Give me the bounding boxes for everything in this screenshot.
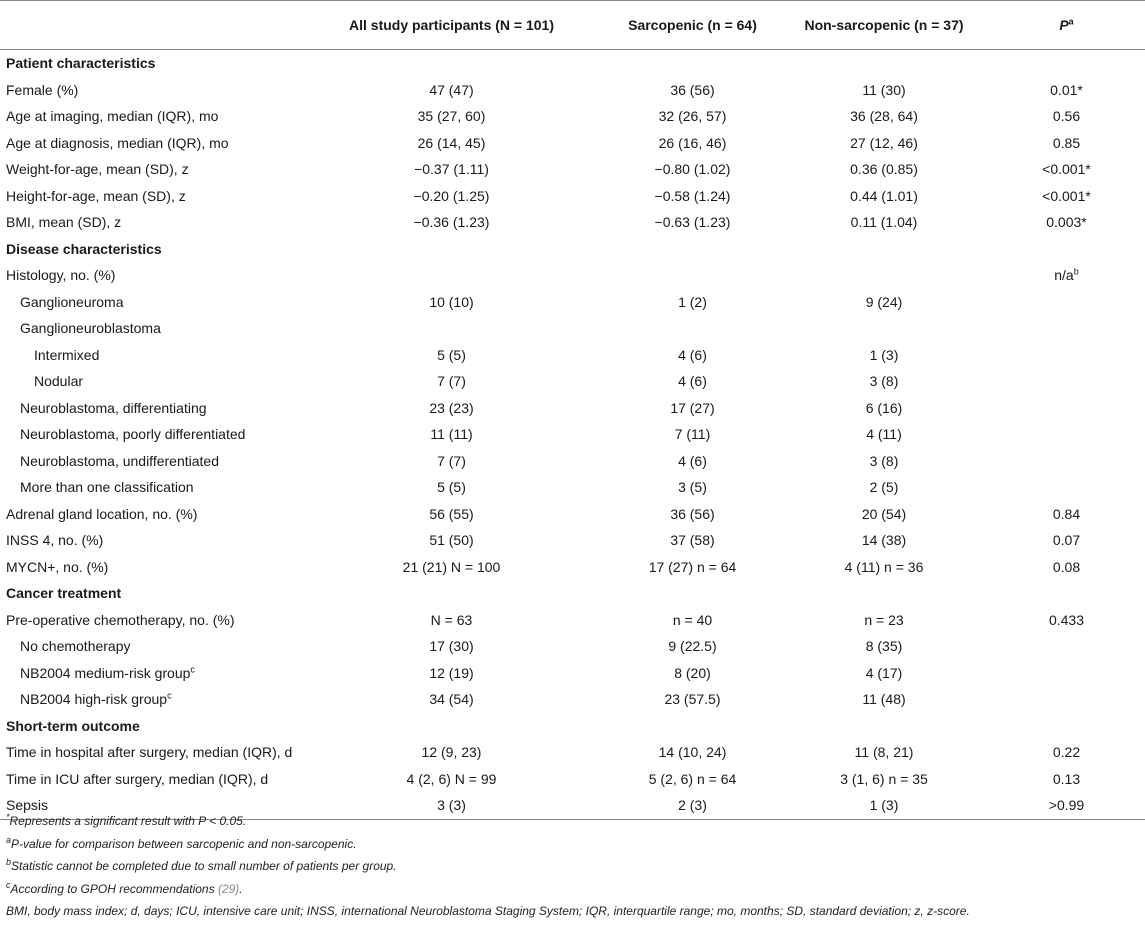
cell-sarcopenic: 36 (56) <box>670 505 715 522</box>
cell-sarcopenic: n = 40 <box>672 611 713 628</box>
table-row <box>0 209 1145 236</box>
row-label <box>0 607 310 634</box>
section-heading: Short-term outcome <box>6 717 140 734</box>
cell-non-sarcopenic: 36 (28, 64) <box>850 108 918 125</box>
cell-p-value <box>976 103 1145 130</box>
cell-all-participants: 12 (19) <box>429 664 474 681</box>
row-label-text: Pre-operative chemotherapy, no. (%) <box>6 611 235 628</box>
cell-all-participants: 26 (14, 45) <box>417 134 486 151</box>
row-label-text: Female (%) <box>6 81 79 98</box>
cell-non-sarcopenic: 1 (3) <box>792 792 976 819</box>
cell-p-value <box>976 130 1145 157</box>
p-value-text: <0.001* <box>1042 187 1091 204</box>
cell-all-participants: 34 (54) <box>429 691 474 708</box>
table-row <box>0 474 1145 501</box>
cell-all-participants: 35 (27, 60) <box>417 108 486 125</box>
header-all-participants: All study participants (N = 101) <box>310 1 593 50</box>
table-row <box>0 103 1145 130</box>
cell-p-value <box>976 686 1145 713</box>
cell-all-participants: 7 (7) <box>437 373 466 390</box>
section-heading: Cancer treatment <box>6 585 122 602</box>
footnote-c-reference-link[interactable]: (29) <box>217 881 240 896</box>
row-label <box>0 289 310 316</box>
row-label <box>0 156 310 183</box>
row-label-text: Age at imaging, median (IQR), mo <box>6 108 219 125</box>
table-row <box>0 156 1145 183</box>
cell-sarcopenic: 14 (10, 24) <box>658 744 727 761</box>
cell-non-sarcopenic: 0.11 (1.04) <box>850 214 918 231</box>
table-row <box>0 739 1145 766</box>
table-row <box>0 77 1145 104</box>
cell-sarcopenic: 37 (58) <box>670 532 715 549</box>
table-row <box>0 368 1145 395</box>
row-label-text: Neuroblastoma, poorly differentiated <box>20 426 246 443</box>
cell-non-sarcopenic: 14 (38) <box>861 532 907 549</box>
p-value-text: 0.433 <box>1048 611 1085 628</box>
row-label-text: More than one classification <box>20 479 194 496</box>
cell-non-sarcopenic: 4 (11) <box>866 426 902 443</box>
table-row <box>0 448 1145 475</box>
cell-p-value <box>976 183 1145 210</box>
footnote-abbreviations: BMI, body mass index; d, days; ICU, intensive care unit; INSS, international Neuroblastoma Staging System; IQR, interquartile range; mo, months; SD, standard deviation; z, z-score. <box>6 904 970 918</box>
table-row <box>0 766 1145 793</box>
cell-all-participants: 7 (7) <box>437 452 466 469</box>
cell-p-value <box>976 262 1145 289</box>
footnote-a <box>6 833 1141 856</box>
footnote-c <box>6 878 1141 901</box>
cell-p-value <box>976 448 1145 475</box>
cell-non-sarcopenic: 11 (30) <box>862 81 906 98</box>
p-value-text: <0.001* <box>1042 161 1091 178</box>
cell-non-sarcopenic: 27 (12, 46) <box>850 134 918 151</box>
cell-p-value <box>976 421 1145 448</box>
table-row <box>0 660 1145 687</box>
cell-all-participants: N = 63 <box>430 611 473 628</box>
p-value-text: 0.85 <box>1052 134 1081 151</box>
row-label-text: NB2004 medium-risk group <box>20 664 191 681</box>
cell-sarcopenic: 3 (5) <box>678 479 707 496</box>
row-label <box>0 315 310 342</box>
row-label-text: Nodular <box>34 373 84 390</box>
row-label-text: Intermixed <box>34 346 100 363</box>
table-row <box>0 342 1145 369</box>
cell-p-value <box>976 474 1145 501</box>
row-label <box>0 130 310 157</box>
footnote-b-text: Statistic cannot be completed due to small number of patients per group. <box>11 859 397 873</box>
table-row <box>0 421 1145 448</box>
cell-sarcopenic: 4 (6) <box>678 452 707 469</box>
cell-all-participants: 5 (5) <box>437 479 466 496</box>
p-value-text: 0.07 <box>1052 532 1081 549</box>
row-label <box>0 527 310 554</box>
row-label <box>0 474 310 501</box>
cell-all-participants: 3 (3) <box>310 792 593 819</box>
cell-all-participants: 56 (55) <box>429 505 474 522</box>
cell-non-sarcopenic: 11 (8, 21) <box>854 744 914 761</box>
footnote-b-sup: b <box>6 857 12 867</box>
header-row <box>0 1 1145 50</box>
cell-sarcopenic: 36 (56) <box>670 81 715 98</box>
cell-sarcopenic: 4 (6) <box>678 346 707 363</box>
footnote-a-sup: a <box>6 834 12 845</box>
cell-all-participants: −0.37 (1.11) <box>414 161 489 178</box>
section-row <box>0 236 1145 263</box>
section-heading: Disease characteristics <box>6 240 162 257</box>
cell-sarcopenic: 8 (20) <box>674 664 711 681</box>
row-label <box>0 395 310 422</box>
cell-p-value <box>976 660 1145 687</box>
row-label <box>0 686 310 713</box>
cell-sarcopenic: 2 (3) <box>593 792 792 819</box>
cell-sarcopenic: 4 (6) <box>678 373 707 390</box>
cell-p-value <box>976 209 1145 236</box>
cell-all-participants: 17 (30) <box>429 638 474 655</box>
row-label-text: BMI, mean (SD), z <box>6 214 122 231</box>
cell-sarcopenic: 26 (16, 46) <box>658 134 727 151</box>
footnote-a-text: P-value for comparison between sarcopenic and non-sarcopenic. <box>11 836 357 851</box>
table-row <box>0 262 1145 289</box>
row-label-text: Weight-for-age, mean (SD), z <box>6 161 189 178</box>
cell-sarcopenic: 17 (27) <box>670 399 715 416</box>
cell-all-participants: 11 (11) <box>430 426 473 443</box>
footnote-star <box>6 810 1141 833</box>
cell-all-participants: 51 (50) <box>429 532 474 549</box>
row-label <box>0 77 310 104</box>
row-label <box>0 421 310 448</box>
cell-non-sarcopenic: 3 (1, 6) n = 35 <box>840 770 928 787</box>
cell-non-sarcopenic: 3 (8) <box>869 373 899 390</box>
cell-non-sarcopenic: 6 (16) <box>865 399 903 416</box>
table-header <box>0 1 1145 50</box>
cell-all-participants: 23 (23) <box>429 399 474 416</box>
row-label-sup: c <box>167 690 172 701</box>
cell-p-value <box>976 766 1145 793</box>
cell-p-value <box>976 527 1145 554</box>
cell-p-value <box>976 633 1145 660</box>
footnote-c-sup: c <box>6 879 11 890</box>
row-label-text: MYCN+, no. (%) <box>6 558 109 575</box>
cell-sarcopenic: 23 (57.5) <box>664 691 721 708</box>
p-value-text: 0.01* <box>1050 81 1083 98</box>
table-row <box>0 686 1145 713</box>
p-value-text: 0.08 <box>1052 558 1081 575</box>
row-label <box>0 554 310 581</box>
row-label-text: Ganglioneuroma <box>20 293 124 310</box>
cell-sarcopenic: −0.58 (1.24) <box>654 187 731 204</box>
cell-non-sarcopenic: 8 (35) <box>865 638 903 655</box>
header-sarcopenic: Sarcopenic (n = 64) <box>593 1 792 50</box>
row-label <box>0 739 310 766</box>
cell-p-value <box>976 501 1145 528</box>
footnote-star-text: Represents a significant result with P < 0.05. <box>9 814 247 828</box>
cell-non-sarcopenic: 3 (8) <box>869 452 899 469</box>
cell-non-sarcopenic: 0.36 (0.85) <box>850 161 918 178</box>
cell-sarcopenic: 7 (11) <box>674 426 711 443</box>
table-body <box>0 50 1145 820</box>
cell-sarcopenic: −0.80 (1.02) <box>654 161 731 178</box>
p-value-text: n/a <box>1054 267 1074 284</box>
p-value-sup: b <box>1073 266 1079 277</box>
row-label <box>0 262 310 289</box>
row-label-text: Histology, no. (%) <box>6 267 116 284</box>
cell-all-participants: 5 (5) <box>437 346 466 363</box>
row-label <box>0 660 310 687</box>
footnote-c-end: . <box>239 881 243 896</box>
header-p-value <box>976 1 1145 50</box>
p-value-text: >0.99 <box>1048 797 1085 814</box>
row-label <box>0 501 310 528</box>
p-value-text: 0.22 <box>1052 744 1081 761</box>
p-value-text: 0.56 <box>1052 108 1081 125</box>
p-value-text: 0.003* <box>1046 214 1087 231</box>
cell-sarcopenic: 1 (2) <box>678 293 707 310</box>
row-label-text: No chemotherapy <box>20 638 131 655</box>
cell-all-participants: 21 (21) N = 100 <box>402 558 501 575</box>
table-row <box>0 289 1145 316</box>
row-label <box>0 368 310 395</box>
row-label <box>0 342 310 369</box>
cell-non-sarcopenic: 9 (24) <box>865 293 903 310</box>
table-row <box>0 527 1145 554</box>
cell-sarcopenic: 9 (22.5) <box>668 638 717 655</box>
section-row <box>0 50 1145 77</box>
cell-non-sarcopenic: 4 (17) <box>865 664 903 681</box>
cell-sarcopenic <box>593 315 792 342</box>
section-row <box>0 713 1145 740</box>
cell-non-sarcopenic <box>792 315 976 342</box>
table-row <box>0 315 1145 342</box>
cell-non-sarcopenic: 0.44 (1.01) <box>850 187 918 204</box>
row-label-text: Neuroblastoma, differentiating <box>20 399 207 416</box>
header-p-sup: a <box>1068 16 1074 27</box>
cell-all-participants: 12 (9, 23) <box>421 744 482 761</box>
cell-sarcopenic: 5 (2, 6) n = 64 <box>648 770 737 787</box>
cell-non-sarcopenic: 4 (11) n = 36 <box>844 558 924 575</box>
header-p-text: P <box>1059 17 1069 33</box>
cell-non-sarcopenic: n = 23 <box>864 611 904 628</box>
section-heading: Patient characteristics <box>6 55 156 72</box>
p-value-text: 0.13 <box>1052 770 1081 787</box>
row-label-text: INSS 4, no. (%) <box>6 532 104 549</box>
cell-non-sarcopenic: 20 (54) <box>861 505 907 522</box>
cell-all-participants: −0.36 (1.23) <box>413 214 490 231</box>
cell-all-participants <box>310 262 593 289</box>
cell-p-value <box>976 739 1145 766</box>
table-row <box>0 633 1145 660</box>
row-label-text: Height-for-age, mean (SD), z <box>6 187 186 204</box>
cell-sarcopenic: 32 (26, 57) <box>658 108 727 125</box>
row-label-text: Time in hospital after surgery, median (IQR), d <box>6 744 293 761</box>
row-label <box>0 448 310 475</box>
row-label <box>0 103 310 130</box>
table-row <box>0 130 1145 157</box>
row-label-text: Adrenal gland location, no. (%) <box>6 505 198 522</box>
row-label-text: NB2004 high-risk group <box>20 691 168 708</box>
row-label <box>0 183 310 210</box>
table-row <box>0 395 1145 422</box>
row-label-text: Neuroblastoma, undifferentiated <box>20 452 219 469</box>
section-row <box>0 580 1145 607</box>
cell-p-value <box>976 554 1145 581</box>
row-label-text: Sepsis <box>6 797 49 814</box>
cell-p-value <box>976 315 1145 342</box>
cell-p-value <box>976 289 1145 316</box>
cell-all-participants: −0.20 (1.25) <box>413 187 490 204</box>
cell-non-sarcopenic: 11 (48) <box>862 691 906 708</box>
cell-all-participants <box>310 315 593 342</box>
table-row <box>0 183 1145 210</box>
cell-all-participants: 47 (47) <box>429 81 474 98</box>
footnote-c-text: According to GPOH recommendations <box>10 881 215 896</box>
cell-p-value <box>976 368 1145 395</box>
row-label <box>0 766 310 793</box>
p-value-text: 0.84 <box>1052 505 1081 522</box>
cell-p-value <box>976 156 1145 183</box>
table-row <box>0 607 1145 634</box>
cell-all-participants: 10 (10) <box>429 293 474 310</box>
cell-p-value <box>976 342 1145 369</box>
footnotes <box>6 810 1141 923</box>
cell-p-value <box>976 395 1145 422</box>
row-label-text: Ganglioneuroblastoma <box>20 320 161 337</box>
table-row <box>0 501 1145 528</box>
footnote-b <box>6 855 1141 878</box>
cell-p-value <box>976 607 1145 634</box>
table-row <box>0 554 1145 581</box>
row-label-sup: c <box>190 664 195 675</box>
cell-sarcopenic: −0.63 (1.23) <box>654 214 731 231</box>
row-label <box>0 209 310 236</box>
cell-sarcopenic <box>593 262 792 289</box>
header-non-sarcopenic: Non-sarcopenic (n = 37) <box>792 1 976 50</box>
footnote-star-mark: * <box>6 812 10 822</box>
cell-non-sarcopenic <box>792 262 976 289</box>
cell-non-sarcopenic: 2 (5) <box>869 479 899 496</box>
cell-sarcopenic: 17 (27) n = 64 <box>648 558 737 575</box>
header-blank <box>0 1 310 50</box>
cell-all-participants: 4 (2, 6) N = 99 <box>406 770 497 787</box>
cell-p-value <box>976 77 1145 104</box>
cell-non-sarcopenic: 1 (3) <box>869 346 899 363</box>
row-label <box>0 633 310 660</box>
row-label-text: Time in ICU after surgery, median (IQR), d <box>6 770 269 787</box>
row-label-text: Age at diagnosis, median (IQR), mo <box>6 134 229 151</box>
